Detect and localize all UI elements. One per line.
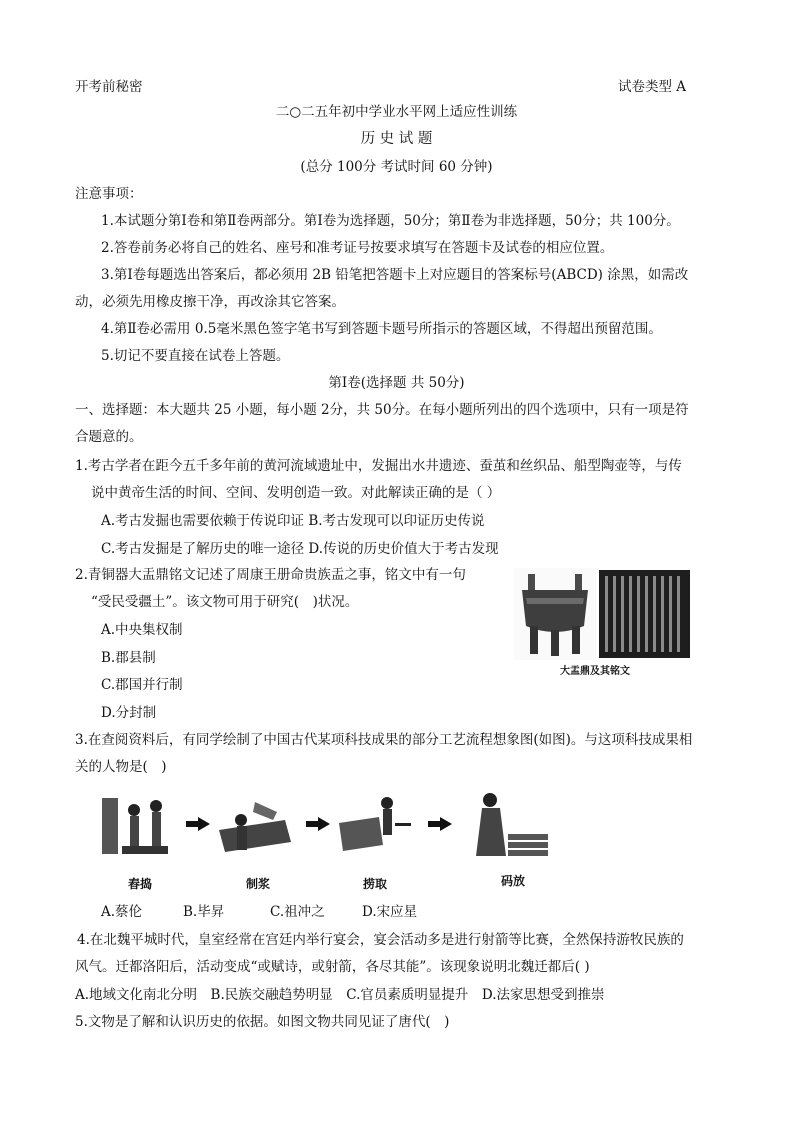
question-options: C.考古发掘是了解历史的唯一途径 D.传说的历史价值大于考古发现 [101,541,499,557]
question-options: A.考古发掘也需要依赖于传说印证 B.考古发现可以印证历史传说 [101,513,485,529]
notice-item: 动，必须先用橡皮擦干净，再改涂其它答案。 [75,294,345,310]
section-intro: 合题意的。 [75,429,143,445]
flow-arrow-icon [318,817,330,831]
option: B.郡县制 [101,650,156,666]
flow-arrow-icon [440,817,452,831]
notice-heading: 注意事项： [75,186,143,202]
option: D.宋应星 [362,904,418,920]
scooping-illustration [335,793,415,858]
pulping-illustration [215,790,295,860]
question-stem: 说中黄帝生活的时间、空间、发明创造一致。对此解读正确的是（ ） [91,485,501,501]
question-stem: 风气。迁都洛阳后，活动变成“或赋诗，或射箭，各尽其能”。该现象说明北魏迁都后( ) [75,959,590,975]
question-stem: 4.在北魏平城时代，皇室经常在宫廷内举行宴会，宴会活动多是进行射箭等比赛，全然保持游牧民族的 [77,932,684,948]
inscription-rubbing-image [599,570,690,658]
question-stem: “受民受疆土”。该文物可用于研究( )状况。 [91,594,359,610]
notice-item: 5.切记不要直接在试卷上答题。 [101,348,290,364]
paper-type-label: 试卷类型 A [618,79,687,95]
question-stem: 3.在查阅资料后，有同学绘制了中国古代某项科技成果的部分工艺流程想象图(如图)。与这项科技成果相 [75,732,693,748]
confidential-label: 开考前秘密 [75,79,143,95]
flow-label: 制浆 [245,877,270,891]
option: D.分封制 [101,705,157,721]
notice-item: 4.第Ⅱ卷必需用 0.5毫米黑色签字笔书写到答题卡题号所指示的答题区域，不得超出预留范围。 [101,321,662,337]
question-stem: 1.考古学者在距今五千多年前的黄河流域遗址中，发掘出水井遗迹、蚕茧和丝织品、船型陶壶等，与传 [75,458,682,474]
section-intro: 一、选择题：本大题共 25 小题，每小题 2分，共 50分。在每小题所列出的四个选项中，只有一项是符 [75,402,689,418]
ding-vessel-image [514,568,596,660]
flow-arrow-icon [198,817,210,831]
flow-label: 捞取 [362,877,387,891]
flow-label: 舂捣 [127,877,152,891]
option: C.郡国并行制 [101,677,183,693]
question-options: A.地域文化南北分明 B.民族交融趋势明显 C.官员素质明显提升 D.法家思想受到推崇 [75,987,605,1003]
section-title: 第Ⅰ卷(选择题 共 50分) [328,375,465,391]
exam-title: 二○二五年初中学业水平网上适应性训练 [275,104,518,120]
notice-item: 2.答卷前务必将自己的姓名、座号和准考证号按要求填写在答题卡及试卷的相应位置。 [101,240,614,256]
exam-meta: (总分 100分 考试时间 60 分钟) [300,159,493,175]
question-stem: 2.青铜器大盂鼎铭文记述了周康王册命贵族盂之事，铭文中有一句 [75,567,466,583]
notice-item: 3.第Ⅰ卷每题选出答案后，都必须用 2B 铅笔把答题卡上对应题目的答案标号(ABCD) 涂黑，如需改 [101,267,689,283]
question-stem: 关的人物是( ) [75,759,167,775]
image-caption: 大盂鼎及其铭文 [560,666,630,677]
question-stem: 5.文物是了解和认识历史的依据。如图文物共同见证了唐代( ) [75,1014,450,1030]
option: B.毕昇 [183,904,225,920]
pounding-illustration [100,790,172,860]
stacking-illustration [460,790,555,862]
flow-label: 码放 [500,874,525,888]
notice-item: 1.本试题分第Ⅰ卷和第Ⅱ卷两部分。第Ⅰ卷为选择题，50分；第Ⅱ卷为非选择题，50分；共 100分。 [101,213,680,229]
option: C.祖冲之 [270,904,325,920]
subject-title: 历 史 试 题 [360,131,433,147]
option: A.蔡伦 [101,904,143,920]
option: A.中央集权制 [101,622,183,638]
